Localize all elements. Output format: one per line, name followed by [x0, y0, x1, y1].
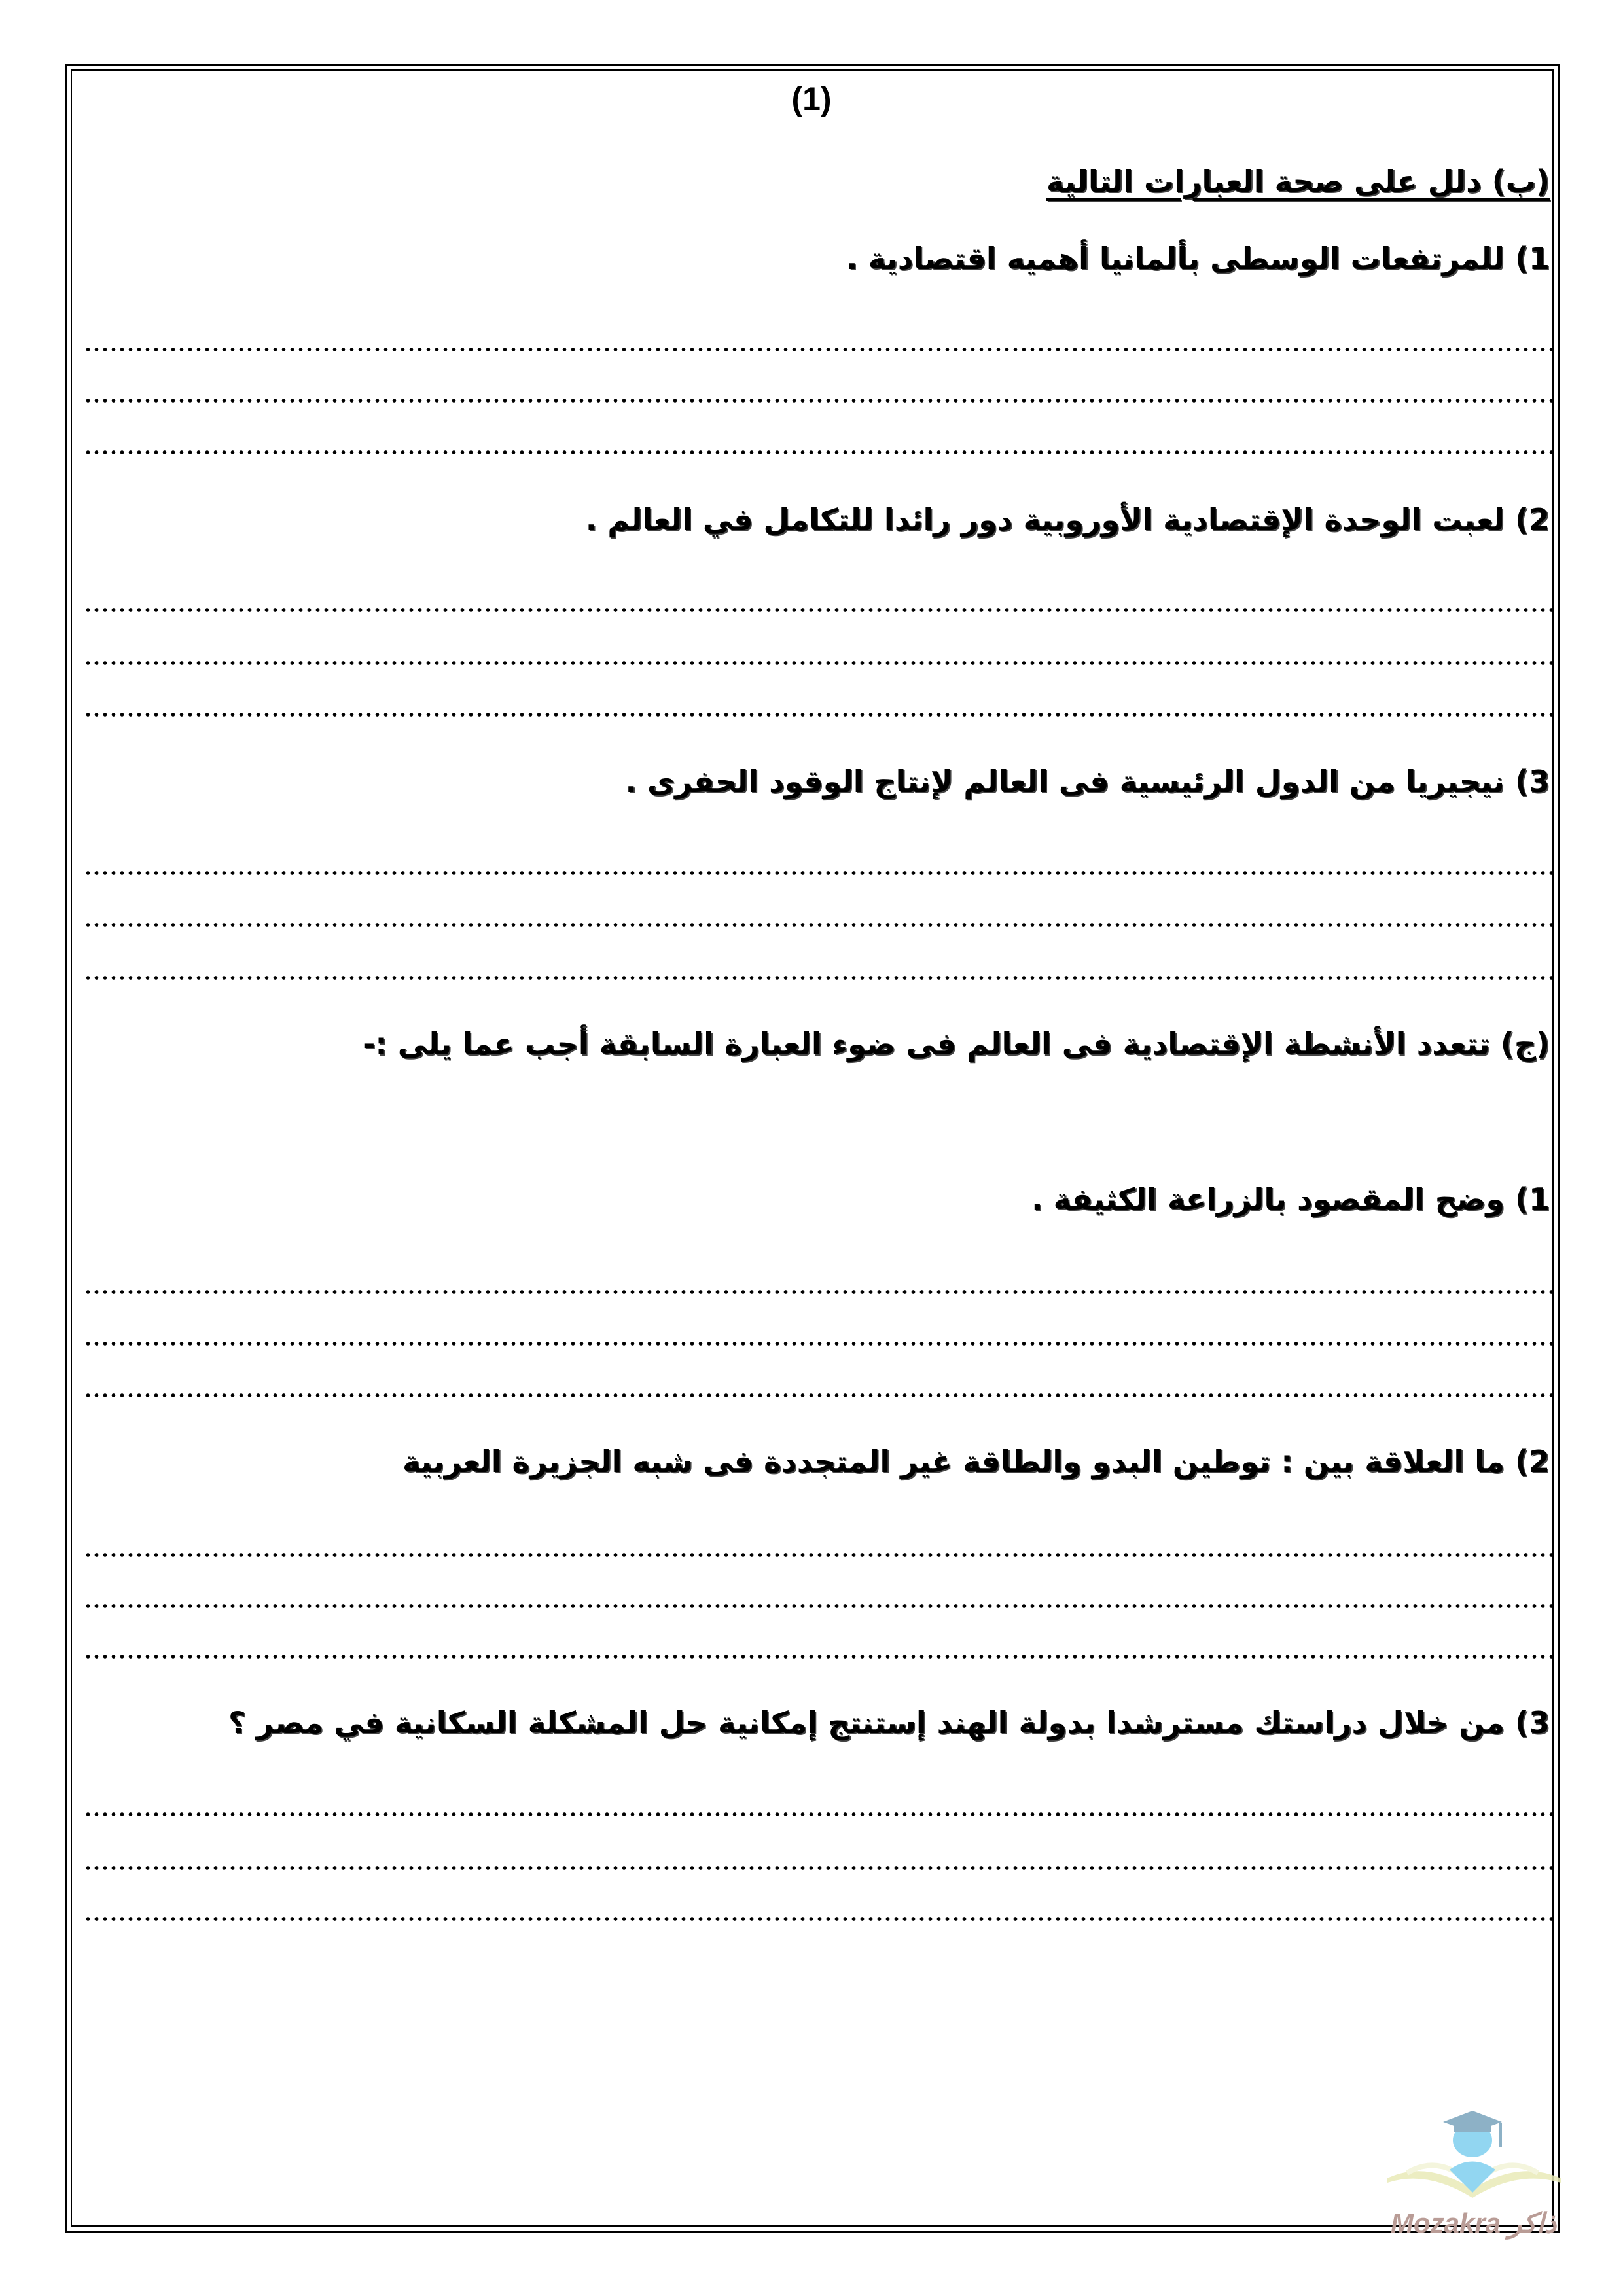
question-c2: 2) ما العلاقة بين : توطين البدو والطاقة غير المتجددة فى شبه الجزيرة العربية [402, 1444, 1550, 1479]
answer-line [84, 1604, 1558, 1609]
answer-line [84, 1812, 1558, 1817]
question-c1: 1) وضح المقصود بالزراعة الكثيفة . [1031, 1181, 1550, 1217]
question-b1: 1) للمرتفعات الوسطى بألمانيا أهميه اقتصادية . [846, 241, 1550, 276]
answer-line [84, 1341, 1558, 1346]
answer-line [84, 450, 1558, 455]
question-b2: 2) لعبت الوحدة الإقتصادية الأوروبية دور رائدا للتكامل في العالم . [585, 502, 1550, 537]
answer-line [84, 922, 1558, 927]
answer-line [84, 607, 1558, 613]
section-c-heading: (ج) تتعدد الأنشطة الإقتصادية فى العالم فى ضوء العبارة السابقة أجب عما يلى :- [363, 1026, 1550, 1062]
answer-line [84, 870, 1558, 876]
page-number: (1) [791, 81, 832, 117]
answer-line [84, 1552, 1558, 1558]
section-b-heading: (ب) دلل على صحة العبارات التالية [1046, 164, 1550, 199]
question-b3: 3) نيجيريا من الدول الرئيسية فى العالم لإنتاج الوقود الحفرى . [625, 764, 1550, 799]
answer-line [84, 1916, 1558, 1922]
answer-line [84, 1654, 1558, 1659]
watermark-text: Mozakra ذاكر [1391, 2208, 1557, 2238]
question-c3: 3) من خلال دراستك مسترشدا بدولة الهند إستنتج إمكانية حل المشكلة السكانية في مصر ؟ [228, 1705, 1550, 1740]
answer-line [84, 1393, 1558, 1398]
answer-line [84, 660, 1558, 666]
answer-line [84, 1865, 1558, 1871]
answer-line [84, 347, 1558, 352]
answer-line [84, 398, 1558, 403]
page-border-inner [71, 69, 1554, 2227]
answer-line [84, 975, 1558, 980]
answer-line [84, 712, 1558, 717]
answer-line [84, 1289, 1558, 1295]
